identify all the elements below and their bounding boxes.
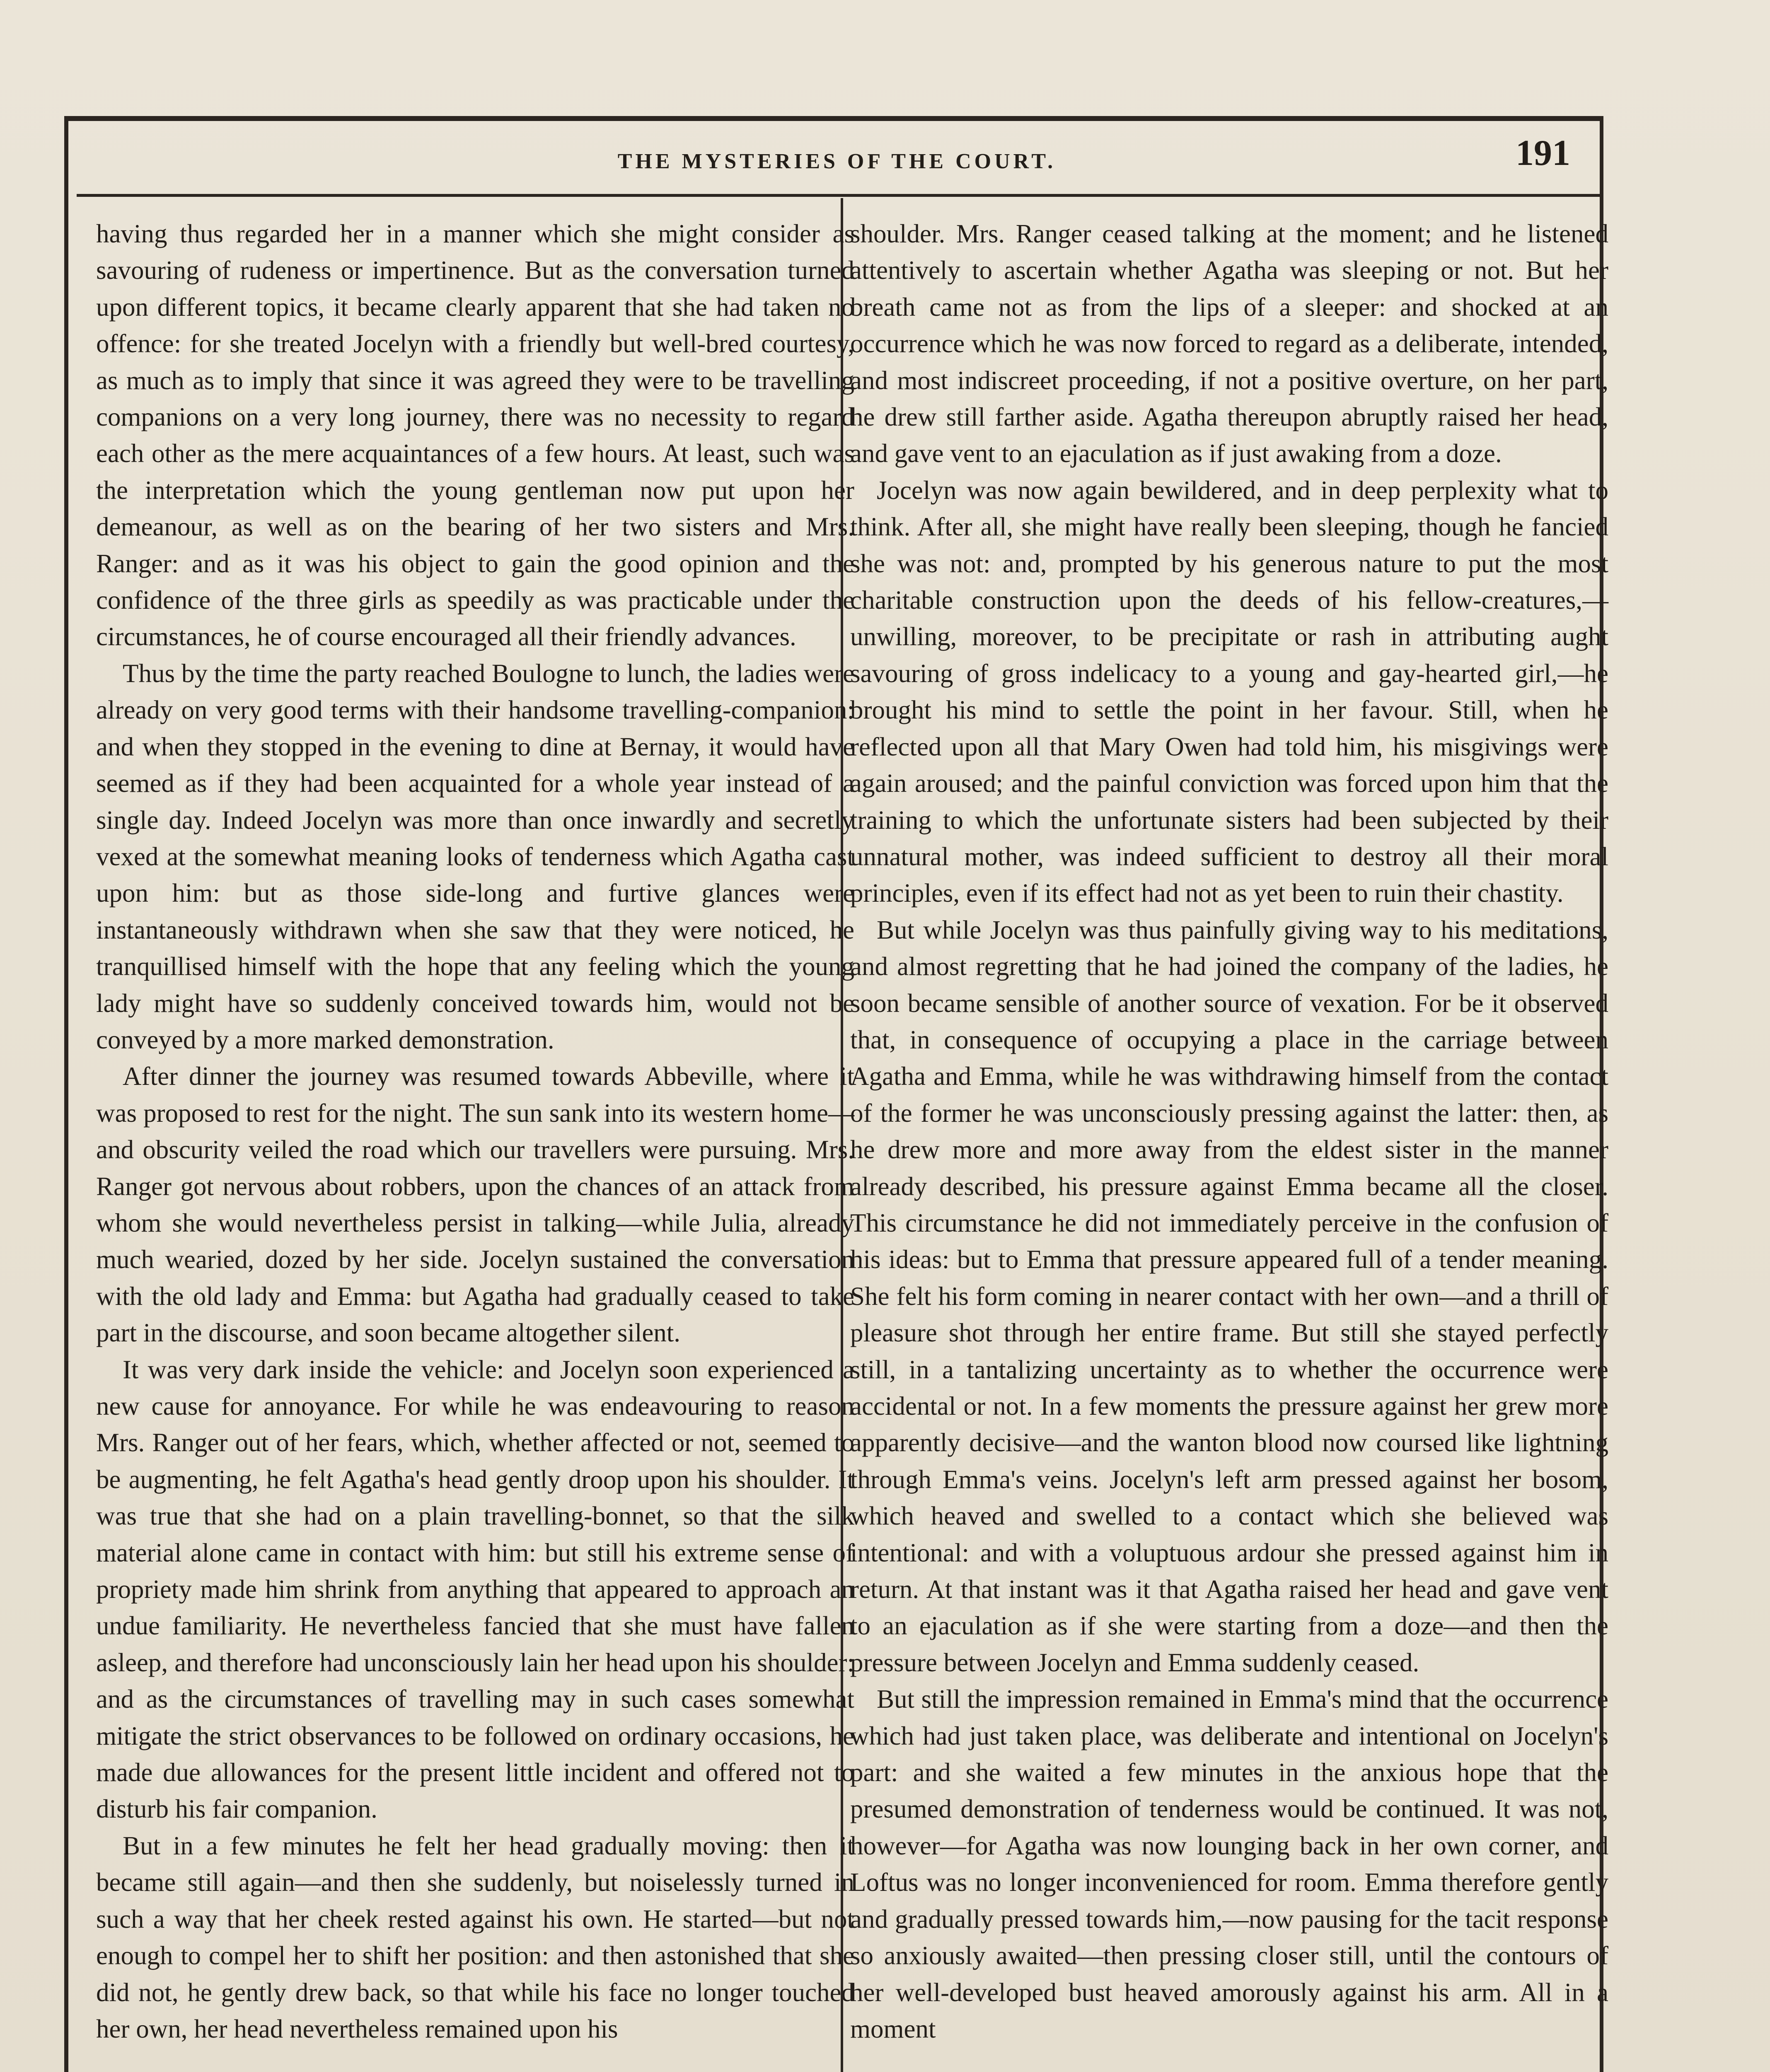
paragraph: shoulder. Mrs. Ranger ceased talking at the moment; and he listened attentively to ascertain whether Agatha was sleeping or not. But her breath came not as from the lips of a sleeper: and shocked at an occurrence which he was now forced to regard as a deliberate, intended, and most indiscreet proceeding, if not a positive overture, on her part, he drew still farther aside. Agatha thereupon abruptly raised her head, and gave vent to an ejaculation as if just awaking from a doze. [850, 219, 1608, 468]
paragraph: having thus regarded her in a manner which she might consider as savouring of rudeness or impertinence. But as the conversation turned upon different topics, it became clearly apparent that she had taken no offence: for she treated Jocelyn with a friendly but well-bred courtesy, as much as to imply that since it was agreed they were to be travelling companions on a very long journey, there was no necessity to regard each other as the mere acquaintances of a few hours. At least, such was the interpretation which the young gentleman now put upon her demeanour, as well as on the bearing of her two sisters and Mrs. Ranger: and as it was his object to gain the good opinion and the confidence of the three girls as speedily as was practicable under the circumstances, he of course encouraged all their friendly advances. [96, 219, 854, 651]
text-column-right [850, 215, 1608, 2047]
paragraph: After dinner the journey was resumed towards Abbeville, where it was proposed to rest for the night. The sun sank into its western home—and obscurity veiled the road which our travellers were pursuing. Mrs. Ranger got nervous about robbers, upon the chances of an attack from whom she would nevertheless persist in talking—while Julia, already much wearied, dozed by her side. Jocelyn sustained the conversation with the old lady and Emma: but Agatha had gradually ceased to take part in the discourse, and soon became altogether silent. [96, 1062, 854, 1348]
paragraph: But still the impression remained in Emma's mind that the occurrence which had just taken place, was deliberate and intentional on Jocelyn's part: and she waited a few minutes in the anxious hope that the presumed demonstration of tenderness would be continued. It was not, however—for Agatha was now lounging back in her own corner, and Loftus was no longer inconvenienced for room. Emma therefore gently and gradually pressed towards him,—now pausing for the tacit response so anxiously awaited—then pressing closer still, until the contours of her well-developed bust heaved amorously against his arm. All in a moment [850, 1685, 1608, 2043]
text-column-left [96, 215, 854, 2047]
page-number: 191 [1516, 133, 1570, 173]
page-header [70, 124, 1603, 195]
paragraph: But while Jocelyn was thus painfully giving way to his meditations, and almost regretting that he had joined the company of the ladies, he soon became sensible of another source of vexation. For be it observed that, in consequence of occupying a place in the carriage between Agatha and Emma, while he was withdrawing himself from the contact of the former he was unconsciously pressing against the latter: then, as he drew more and more away from the eldest sister in the manner already described, his pressure against Emma became all the closer. This circumstance he did not immediately perceive in the confusion of his ideas: but to Emma that pressure appeared full of a tender meaning. She felt his form coming in nearer contact with her own—and a thrill of pleasure shot through her entire frame. But still she stayed perfectly still, in a tantalizing uncertainty as to whether the occurrence were accidental or not. In a few moments the pressure against her grew more apparently decisive—and the wanton blood now coursed like lightning through Emma's veins. Jocelyn's left arm pressed against her bosom, which heaved and swelled to a contact which she believed was intentional: and with a voluptuous ardour she pressed against him in return. At that instant was it that Agatha raised her head and gave vent to an ejaculation as if she were starting from a doze—and then the pressure between Jocelyn and Emma suddenly ceased. [850, 915, 1608, 1677]
running-title: THE MYSTERIES OF THE COURT. [617, 150, 1057, 173]
paragraph: But in a few minutes he felt her head gradually moving: then it became still again—and then she suddenly, but noiselessly turned in such a way that her cheek rested against his own. He started—but not enough to compel her to shift her position: and then astonished that she did not, he gently drew back, so that while his face no longer touched her own, her head nevertheless remained upon his [96, 1831, 854, 2043]
paragraph: It was very dark inside the vehicle: and Jocelyn soon experienced a new cause for annoyance. For while he was endeavouring to reason Mrs. Ranger out of her fears, which, whether affected or not, seemed to be augmenting, he felt Agatha's head gently droop upon his shoulder. It was true that she had on a plain travelling-bonnet, so that the silk material alone came in contact with him: but still his extreme sense of propriety made him shrink from anything that appeared to approach an undue familiarity. He nevertheless fancied that she must have fallen asleep, and therefore had unconsciously lain her head upon his shoulder: and as the circumstances of travelling may in such cases somewhat mitigate the strict observances to be followed on ordinary occasions, he made due allowances for the present little incident and offered not to disturb his fair companion. [96, 1355, 854, 1824]
header-rule [77, 194, 1603, 197]
paragraph: Jocelyn was now again bewildered, and in deep perplexity what to think. After all, she might have really been sleeping, though he fancied she was not: and, prompted by his generous nature to put the most charitable construction upon the deeds of his fellow-creatures,—unwilling, moreover, to be precipitate or rash in attributing aught savouring of gross indelicacy to a young and gay-hearted girl,—he brought his mind to settle the point in her favour. Still, when he reflected upon all that Mary Owen had told him, his misgivings were again aroused; and the painful conviction was forced upon him that the training to which the unfortunate sisters had been subjected by their unnatural mother, was indeed sufficient to destroy all their moral principles, even if its effect had not as yet been to ruin their chastity. [850, 475, 1608, 908]
paragraph: Thus by the time the party reached Boulogne to lunch, the ladies were already on very good terms with their handsome travelling-companion: and when they stopped in the evening to dine at Bernay, it would have seemed as if they had been acquainted for a whole year instead of a single day. Indeed Jocelyn was more than once inwardly and secretly vexed at the somewhat meaning looks of tenderness which Agatha cast upon him: but as those side-long and furtive glances were instantaneously withdrawn when she saw that they were noticed, he tranquillised himself with the hope that any feeling which the young lady might have so suddenly conceived towards him, would not be conveyed by a more marked demonstration. [96, 658, 854, 1054]
